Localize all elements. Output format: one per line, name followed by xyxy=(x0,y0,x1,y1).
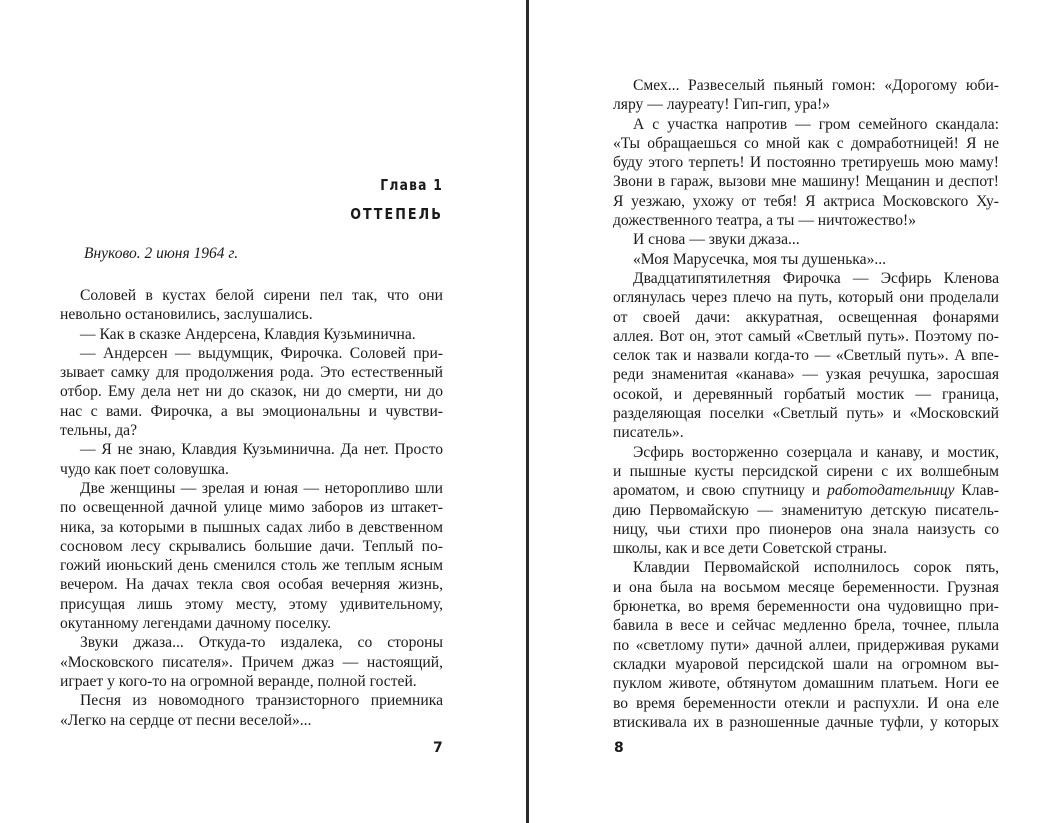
text-line-content: зывает самку для продолжения рода. Это естественный xyxy=(60,364,443,382)
text-line xyxy=(613,308,999,327)
text-line-content: Смех... Развеселый пьяный гомон: «Дорогому юби- xyxy=(633,77,999,94)
text-line-content: «Легко на сердце от песни веселой»... xyxy=(60,711,312,729)
text-line xyxy=(613,694,999,713)
text-line xyxy=(60,305,443,324)
text-line-content: пуклом животе, обтянутом домашним платьем. Ноги ее xyxy=(613,675,999,693)
text-line xyxy=(60,691,443,710)
text-line-content: ницу, чьи стихи про пионеров она знала наизусть со xyxy=(613,520,999,538)
text-line-content: нас с вами. Фирочка, а вы эмоциональны и чувстви- xyxy=(60,402,443,420)
text-line-content: присущая лишь этому месту, этому удивительному, xyxy=(60,595,443,613)
text-line xyxy=(613,385,999,404)
text-line-content: втискивала их в разношенные дачные туфли, у которых xyxy=(613,713,999,731)
text-line xyxy=(613,443,999,462)
text-line xyxy=(60,556,443,575)
text-line-content: ароматом, и свою спутницу и xyxy=(613,482,828,500)
text-line-content: И снова — звуки джаза... xyxy=(633,231,800,249)
text-line xyxy=(613,655,999,674)
text-line-content: Двадцатипятилетняя Фирочка — Эсфирь Кленова xyxy=(633,269,999,287)
text-line-content: ляру — лауреату! Гип-гип, ура!» xyxy=(613,96,831,114)
text-line xyxy=(613,365,999,384)
chapter-label: Глава 1 xyxy=(380,176,443,194)
text-line-content: «Московского писателя». Причем джаз — настоящий, xyxy=(60,653,443,671)
text-line-content: невольно остановились, заслушались. xyxy=(60,306,313,324)
page-number-right: 8 xyxy=(614,740,624,756)
left-page-body-text xyxy=(60,286,443,730)
text-line xyxy=(60,460,443,479)
text-line xyxy=(60,479,443,498)
text-line xyxy=(613,95,999,114)
text-line xyxy=(60,325,443,344)
text-line-content: окутанному легендами дачному поселку. xyxy=(60,615,332,633)
text-line xyxy=(613,404,999,423)
text-line-content: Эсфирь восторженно созерцала и канаву, и мостик, xyxy=(633,443,999,461)
text-line xyxy=(613,713,999,732)
text-line-content: А с участка напротив — гром семейного скандала: xyxy=(633,115,999,133)
text-line xyxy=(613,481,999,500)
book-spine-gutter xyxy=(526,0,529,823)
text-line xyxy=(613,327,999,346)
text-line-content: писатель». xyxy=(613,424,684,442)
text-line-content: отбор. Ему дела нет ни до сказок, ни до смерти, ни до xyxy=(60,383,443,401)
text-line-content: селок так и назвали когда-то — «Светлый путь». А впе- xyxy=(613,347,999,365)
text-line-content: Я уезжаю, ухожу от тебя! Я актриса Московского Ху- xyxy=(613,192,999,210)
text-line-content: школы, как и все дети Советской страны. xyxy=(613,540,888,558)
text-line xyxy=(60,402,443,421)
text-line xyxy=(60,537,443,556)
text-line-content: аллея. Вот он, этот самый «Светлый путь». Поэтому по- xyxy=(613,327,999,345)
text-line xyxy=(613,153,999,172)
text-line-content: чудо как поет соловушка. xyxy=(60,460,229,478)
text-line-content: разделяющая поселки «Светлый путь» и «Московский xyxy=(613,405,999,423)
text-line xyxy=(60,711,443,730)
text-line xyxy=(60,653,443,672)
text-line xyxy=(60,344,443,363)
text-line-content: складки муаровой персидской шали на огромном вы- xyxy=(613,655,999,673)
text-line-content: «Моя Марусечка, моя ты душенька»... xyxy=(633,250,887,268)
text-line xyxy=(613,346,999,365)
text-line xyxy=(60,633,443,652)
text-line xyxy=(613,76,999,95)
text-line xyxy=(60,440,443,459)
text-line xyxy=(60,382,443,401)
text-line-content: ника, за которыми в пышных садах либо в девственном xyxy=(60,518,443,536)
text-line-content: осокой, и деревянный горбатый мостик — граница, xyxy=(613,385,999,403)
text-line xyxy=(613,674,999,693)
text-line xyxy=(60,575,443,594)
text-line xyxy=(613,578,999,597)
text-line-content: вечером. На дачах текла своя особая вечерняя жизнь, xyxy=(60,576,443,594)
text-line xyxy=(60,614,443,633)
text-line-content: бавила в весе и сейчас медленно брела, точнее, плыла xyxy=(613,617,999,635)
text-line-content: от своей дачи: аккуратная, освещенная фонарями xyxy=(613,308,999,326)
text-line-content: — Андерсен — выдумщик, Фирочка. Соловей при- xyxy=(80,344,443,362)
left-page xyxy=(0,0,528,823)
text-line-content: по «светлому пути» дачной аллеи, придерживая руками xyxy=(613,636,999,654)
text-line xyxy=(613,269,999,288)
text-line-content: сосновом лесу скрывались большие дачи. Теплый по- xyxy=(60,537,443,555)
text-line xyxy=(613,115,999,134)
text-line-content: — Как в сказке Андерсена, Клавдия Кузьминична. xyxy=(80,325,416,343)
text-line xyxy=(613,597,999,616)
text-line-content: реди знаменитая «канава» — узкая речушка, заросшая xyxy=(613,366,999,384)
page-number-left: 7 xyxy=(433,740,443,756)
text-line-content: «Ты обращаешься со мной как с домработницей! Я не xyxy=(613,134,999,152)
text-line-content: Две женщины — зрелая и юная — неторопливо шли xyxy=(80,479,443,497)
text-line-content: Звони в гараж, вызови мне машину! Мещанин и деспот! xyxy=(613,173,999,191)
text-line-content: Соловей в кустах белой сирени пел так, что они xyxy=(80,287,443,304)
text-line-content: по освещенной дачной улице мимо заборов из штакет- xyxy=(60,499,443,517)
dateline: Внуково. 2 июня 1964 г. xyxy=(84,245,239,262)
text-line xyxy=(613,616,999,635)
text-line xyxy=(613,423,999,442)
text-line xyxy=(613,211,999,230)
text-line xyxy=(613,539,999,558)
text-line-content: во время беременности отекли и распухли. И она еле xyxy=(613,694,999,712)
chapter-title: ОТТЕПЕЛЬ xyxy=(350,205,443,223)
text-line-content: Клавдии Первомайской исполнилось сорок пять, xyxy=(633,559,999,577)
text-line-content: брюнетка, во время беременности она чудовищно при- xyxy=(613,598,999,616)
text-line xyxy=(613,636,999,655)
text-line xyxy=(613,558,999,577)
text-line xyxy=(613,134,999,153)
text-line xyxy=(60,518,443,537)
text-line-content: оглянулась через плечо на путь, который они проделали xyxy=(613,289,999,307)
text-line xyxy=(60,363,443,382)
text-line-content: играет у кого-то на огромной веранде, полной гостей. xyxy=(60,672,417,690)
text-line-content: — Я не знаю, Клавдия Кузьминична. Да нет. Просто xyxy=(80,441,443,459)
text-line-content: дожественного театра, а ты — ничтожество!» xyxy=(613,212,917,230)
text-line xyxy=(60,498,443,517)
emphasized-word: работодательницу xyxy=(827,482,955,500)
text-line-content: Звуки джаза... Откуда-то издалека, со стороны xyxy=(80,634,443,652)
text-line xyxy=(613,462,999,481)
right-page xyxy=(530,0,1057,823)
text-line xyxy=(613,288,999,307)
text-line xyxy=(613,520,999,539)
text-line xyxy=(613,230,999,249)
text-line-tail: Клав- xyxy=(954,482,1000,500)
text-line xyxy=(613,501,999,520)
text-line-content: буду этого терпеть! И постоянно третируешь мою маму! xyxy=(613,154,999,172)
text-line xyxy=(613,172,999,191)
text-line xyxy=(613,192,999,211)
text-line xyxy=(60,672,443,691)
text-line xyxy=(60,595,443,614)
text-line-content: и пышные кусты персидской сирени с их волшебным xyxy=(613,462,999,480)
right-page-body-text xyxy=(613,76,999,732)
text-line-content: и она была на восьмом месяце беременности. Грузная xyxy=(613,578,999,596)
text-line-content: дию Первомайскую — знаменитую детскую писатель- xyxy=(613,501,999,519)
text-line-content: тельны, да? xyxy=(60,422,138,440)
text-line xyxy=(60,421,443,440)
text-line xyxy=(613,250,999,269)
text-line-content: гожий июньский день сменился столь же теплым ясным xyxy=(60,557,443,575)
text-line xyxy=(60,286,443,305)
text-line-content: Песня из новомодного транзисторного приемника xyxy=(80,692,443,710)
